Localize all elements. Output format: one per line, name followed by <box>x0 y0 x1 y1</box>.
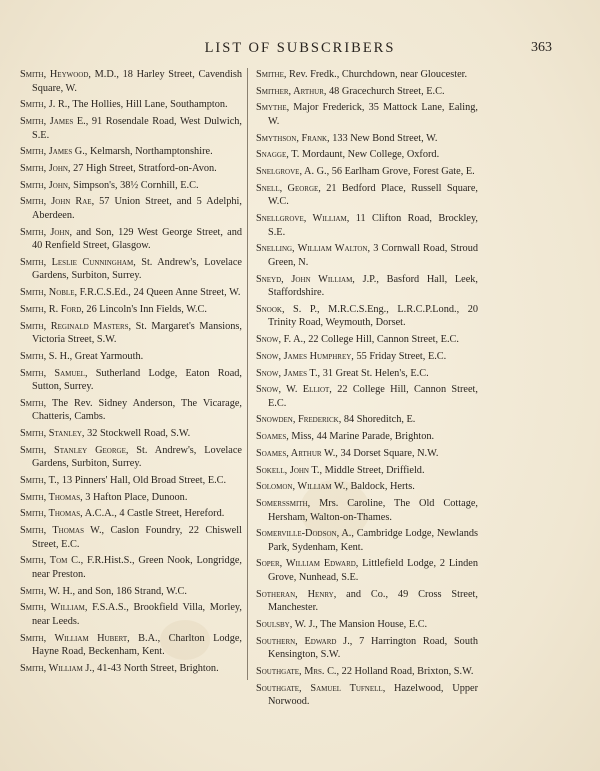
subscriber-address: Miss, 44 Marine Parade, Brighton. <box>288 431 435 443</box>
subscriber-entry <box>20 256 242 283</box>
subscriber-name: Smythson, Frank, <box>256 132 330 144</box>
subscriber-address: 22 Holland Road, Brixton, S.W. <box>339 666 474 677</box>
subscriber-name: Soames, <box>256 431 289 443</box>
subscriber-name: Sneyd, John William, <box>256 273 355 285</box>
subscriber-name: Southgate, Samuel Tufnell, <box>256 682 386 694</box>
subscriber-entry <box>256 303 478 330</box>
subscriber-name: Smith, <box>20 397 47 409</box>
subscriber-address: St. Andrew's, Lovelace Gardens, Surbiton, Surrey. <box>32 444 242 470</box>
subscriber-address: 32 Stockwell Road, S.W. <box>84 428 191 440</box>
subscriber-name: Sokell, John T., <box>256 464 323 476</box>
subscriber-entry <box>256 682 478 709</box>
subscriber-entry <box>256 557 478 584</box>
subscriber-address: B.A., Charlton Lodge, Hayne Road, Beckenham, Kent. <box>32 632 242 658</box>
subscriber-address: Great Yarmouth. <box>72 350 144 362</box>
subscriber-address: 21 Bedford Place, Russell Square, W.C. <box>268 182 478 208</box>
subscriber-address: St. Andrew's, Lovelace Gardens, Surbiton, Surrey. <box>32 256 242 282</box>
subscriber-entry <box>256 148 478 162</box>
subscriber-name: Smith, John, <box>20 226 73 238</box>
subscriber-name: Smith, Reginald Masters, <box>20 320 132 332</box>
subscriber-entry <box>20 320 242 347</box>
subscriber-name: Smith, James E., <box>20 115 89 127</box>
subscriber-entry <box>256 480 478 494</box>
subscriber-entry <box>256 350 478 364</box>
subscriber-address: 18 Harley Street, Cavendish Square, W. <box>32 69 242 94</box>
subscriber-name: Smith, Thomas W., <box>20 525 105 537</box>
subscriber-entry <box>256 588 478 615</box>
subscriber-address: 48 Gracechurch Street, E.C. <box>326 85 445 97</box>
page-number: 363 <box>531 40 552 55</box>
subscriber-address: 56 Earlham Grove, Forest Gate, E. <box>329 166 475 178</box>
subscriber-address: 31 Great St. Helen's, E.C. <box>320 367 429 379</box>
subscriber-entry <box>20 444 242 471</box>
subscriber-name: Smith, Thomas, <box>20 491 83 503</box>
subscriber-address: St. Margaret's Mansions, Victoria Street, S.W. <box>32 320 242 346</box>
subscriber-name: Soper, William Edward, <box>256 558 359 570</box>
subscriber-address: The Hollies, Hill Lane, Southampton. <box>69 99 228 111</box>
subscriber-address: Sutherland Lodge, Eaton Road, Sutton, Surrey. <box>32 367 242 393</box>
subscriber-entry <box>20 367 242 394</box>
subscriber-address: Middle Street, Driffield. <box>322 464 425 476</box>
subscriber-entry <box>20 179 242 193</box>
subscriber-entry <box>20 145 242 159</box>
subscriber-name: Smith, S. H., <box>20 350 73 362</box>
subscriber-address: 3 Hafton Place, Dunoon. <box>82 491 188 503</box>
subscriber-address: Littlefield Lodge, 2 Linden Grove, Nunhead, S.E. <box>268 558 478 584</box>
page-header <box>0 40 600 60</box>
subscriber-name: Smith, William, <box>20 602 88 614</box>
subscriber-address: F.R.C.S.Ed., 24 Queen Anne Street, W. <box>77 287 241 299</box>
subscriber-name: Snell, George, <box>256 182 321 194</box>
subscriber-name: Smith, John Rae, <box>20 196 95 208</box>
subscriber-entry <box>256 430 478 444</box>
subscriber-address: Rev. Fredk., Churchdown, near Gloucester. <box>286 69 468 80</box>
subscriber-address: and Son, 129 West George Street, and 40 Renfield Street, Glasgow. <box>32 226 243 252</box>
subscriber-entry <box>256 165 478 179</box>
subscriber-name: Smith, John, <box>20 179 71 191</box>
subscriber-address: Kelmarsh, Northamptonshire. <box>87 146 213 158</box>
subscriber-name: Snellgrove, William, <box>256 213 350 224</box>
subscriber-name: Smith, J. R., <box>20 99 70 111</box>
subscriber-entry <box>256 132 478 146</box>
subscriber-entry <box>256 383 478 410</box>
subscriber-entry <box>256 635 478 662</box>
subscriber-address: 7 Harrington Road, South Kensington, S.W. <box>268 635 478 661</box>
subscriber-entry <box>20 585 242 599</box>
subscriber-name: Snow, James T., <box>256 367 321 379</box>
subscriber-address: 13 Pinners' Hall, Old Broad Street, E.C. <box>59 475 227 487</box>
subscriber-entry <box>20 601 242 628</box>
subscriber-entry <box>20 491 242 505</box>
subscriber-entry <box>256 212 478 239</box>
subscriber-address: 22 College Hill, Cannon Street, E.C. <box>268 384 478 409</box>
subscriber-entry <box>20 507 242 521</box>
subscriber-address: 41-43 North Street, Brighton. <box>94 662 219 674</box>
subscriber-address: Major Frederick, 35 Mattock Lane, Ealing, W. <box>268 102 478 127</box>
subscriber-entry <box>20 68 242 95</box>
subscriber-entry <box>256 447 478 461</box>
subscriber-entry <box>256 413 478 427</box>
subscriber-address: 3 Cornwall Road, Stroud Green, N. <box>268 243 478 268</box>
subscriber-name: Smith, Stanley George, <box>20 444 129 456</box>
subscriber-entry <box>20 474 242 488</box>
subscriber-name: Smith, William Hubert, <box>20 632 130 644</box>
subscriber-name: Snelgrove, A. G., <box>256 166 330 178</box>
subscriber-entry <box>20 162 242 176</box>
subscriber-name: Sotheran, Henry, <box>256 588 337 600</box>
subscriber-name: Smith, T., <box>20 475 60 487</box>
subscriber-name: Snow, F. A., <box>256 334 306 346</box>
subscriber-entry <box>20 226 242 253</box>
subscriber-name: Soulsby, W. J., <box>256 619 318 631</box>
subscriber-entry <box>256 464 478 478</box>
subscriber-name: Southgate, Mrs. C., <box>256 666 340 677</box>
page-title: LIST OF SUBSCRIBERS <box>204 40 396 56</box>
subscriber-name: Smythe, <box>256 102 290 114</box>
subscriber-name: Smither, Arthur, <box>256 85 327 97</box>
subscriber-address: 55 Friday Street, E.C. <box>353 350 447 362</box>
subscriber-address: 22 College Hill, Cannon Street, E.C. <box>305 334 459 346</box>
subscriber-name: Smith, Thomas, <box>20 508 83 520</box>
subscriber-address: J.P., Basford Hall, Leek, Staffordshire. <box>268 273 478 299</box>
subscriber-name: Smithe, <box>256 69 287 80</box>
subscriber-address: M.R.C.S.Eng., L.R.C.P.Lond., 20 Trinity Road, Weymouth, Dorset. <box>268 303 478 329</box>
subscriber-name: Soames, Arthur W., <box>256 447 338 459</box>
subscriber-name: Smith, Leslie Cunningham, <box>20 256 136 268</box>
subscriber-entry <box>256 618 478 632</box>
subscriber-address: 26 Lincoln's Inn Fields, W.C. <box>83 303 207 315</box>
subscriber-entry <box>20 397 242 424</box>
subscriber-entry <box>20 286 242 300</box>
subscriber-entry <box>20 115 242 142</box>
subscriber-entry <box>256 367 478 381</box>
subscriber-entry <box>256 527 478 554</box>
subscriber-entry <box>20 662 242 676</box>
subscriber-entry <box>20 554 242 581</box>
subscriber-name: Smith, John, <box>20 162 71 174</box>
subscriber-name: Smith, Noble, <box>20 287 78 299</box>
column-divider <box>247 68 248 680</box>
subscriber-address: Simpson's, 38½ Cornhill, E.C. <box>70 179 199 191</box>
subscriber-address: Mrs. Caroline, The Old Cottage, Hersham, Walton-on-Thames. <box>268 497 478 523</box>
subscriber-entry <box>20 427 242 441</box>
subscriber-name: Smith, James G., <box>20 146 88 158</box>
subscriber-address: T. Mordaunt, New College, Oxford. <box>288 149 440 161</box>
subscriber-entry <box>20 632 242 659</box>
subscriber-address: and Son, 186 Strand, W.C. <box>75 585 187 597</box>
subscriber-name: Smith, Samuel, <box>20 367 88 379</box>
subscriber-entry <box>20 524 242 551</box>
subscriber-address: F.S.A.S., Brookfield Villa, Morley, near Leeds. <box>32 602 242 627</box>
subscriber-address: 91 Rosendale Road, West Dulwich, S.E. <box>32 115 242 141</box>
subscriber-address: F.R.Hist.S., Green Nook, Longridge, near Preston. <box>32 555 242 580</box>
subscriber-address: Hazelwood, Upper Norwood. <box>268 682 478 708</box>
subscriber-address: A.C.A., 4 Castle Street, Hereford. <box>82 508 225 520</box>
subscriber-address: 27 High Street, Stratford-on-Avon. <box>70 162 217 174</box>
subscriber-address: The Mansion House, E.C. <box>317 619 428 631</box>
subscriber-entry <box>20 98 242 112</box>
subscriber-name: Snow, W. Elliot, <box>256 384 332 396</box>
subscriber-entry <box>256 333 478 347</box>
subscriber-name: Somerssmith, <box>256 497 311 509</box>
subscriber-address: 34 Dorset Square, N.W. <box>337 447 439 459</box>
subscriber-address: 57 Union Street, and 5 Adelphi, Aberdeen. <box>32 196 242 221</box>
subscriber-entry <box>256 85 478 99</box>
subscriber-address: Caslon Foundry, 22 Chiswell Street, E.C. <box>32 525 242 550</box>
subscriber-entry <box>256 242 478 269</box>
subscriber-entry <box>256 497 478 524</box>
subscriber-entry <box>256 101 478 128</box>
subscriber-entry <box>20 303 242 317</box>
subscriber-address: Baldock, Herts. <box>347 481 415 493</box>
subscriber-entry <box>20 350 242 364</box>
subscriber-entry <box>20 195 242 222</box>
subscriber-name: Smith, Stanley, <box>20 428 85 440</box>
subscriber-address: and Co., 49 Cross Street, Manchester. <box>268 588 478 614</box>
subscriber-entry <box>256 68 478 82</box>
subscriber-name: Smith, Heywood, M.D., <box>20 69 119 80</box>
subscriber-name: Snowden, Frederick, <box>256 414 342 426</box>
subscriber-name: Snow, James Humphrey, <box>256 350 354 362</box>
right-column <box>256 68 478 712</box>
subscriber-name: Snook, S. P., <box>256 303 320 315</box>
subscriber-address: 84 Shoreditch, E. <box>341 414 416 426</box>
subscriber-address: 133 New Bond Street, W. <box>329 132 438 144</box>
subscriber-name: Smith, W. H., <box>20 585 76 597</box>
subscriber-entry <box>256 182 478 209</box>
subscriber-address: Cambridge Lodge, Newlands Park, Sydenham, Kent. <box>268 528 478 553</box>
subscriber-name: Southern, Edward J., <box>256 635 353 647</box>
subscriber-address: 11 Clifton Road, Brockley, S.E. <box>268 213 478 238</box>
subscriber-entry <box>256 273 478 300</box>
subscriber-entry <box>256 665 478 679</box>
left-column <box>20 68 242 679</box>
subscriber-name: Smith, William J., <box>20 662 95 674</box>
subscriber-address: The Rev. Sidney Anderson, The Vicarage, Chatteris, Cambs. <box>32 397 242 423</box>
subscriber-name: Snelling, William Walton, <box>256 243 371 255</box>
subscriber-name: Somerville-Dodson, A., <box>256 528 354 540</box>
subscriber-name: Snagge, <box>256 149 289 161</box>
subscriber-name: Smith, Tom C., <box>20 555 84 567</box>
subscriber-name: Smith, R. Ford, <box>20 303 84 315</box>
subscriber-name: Solomon, William W., <box>256 481 348 493</box>
